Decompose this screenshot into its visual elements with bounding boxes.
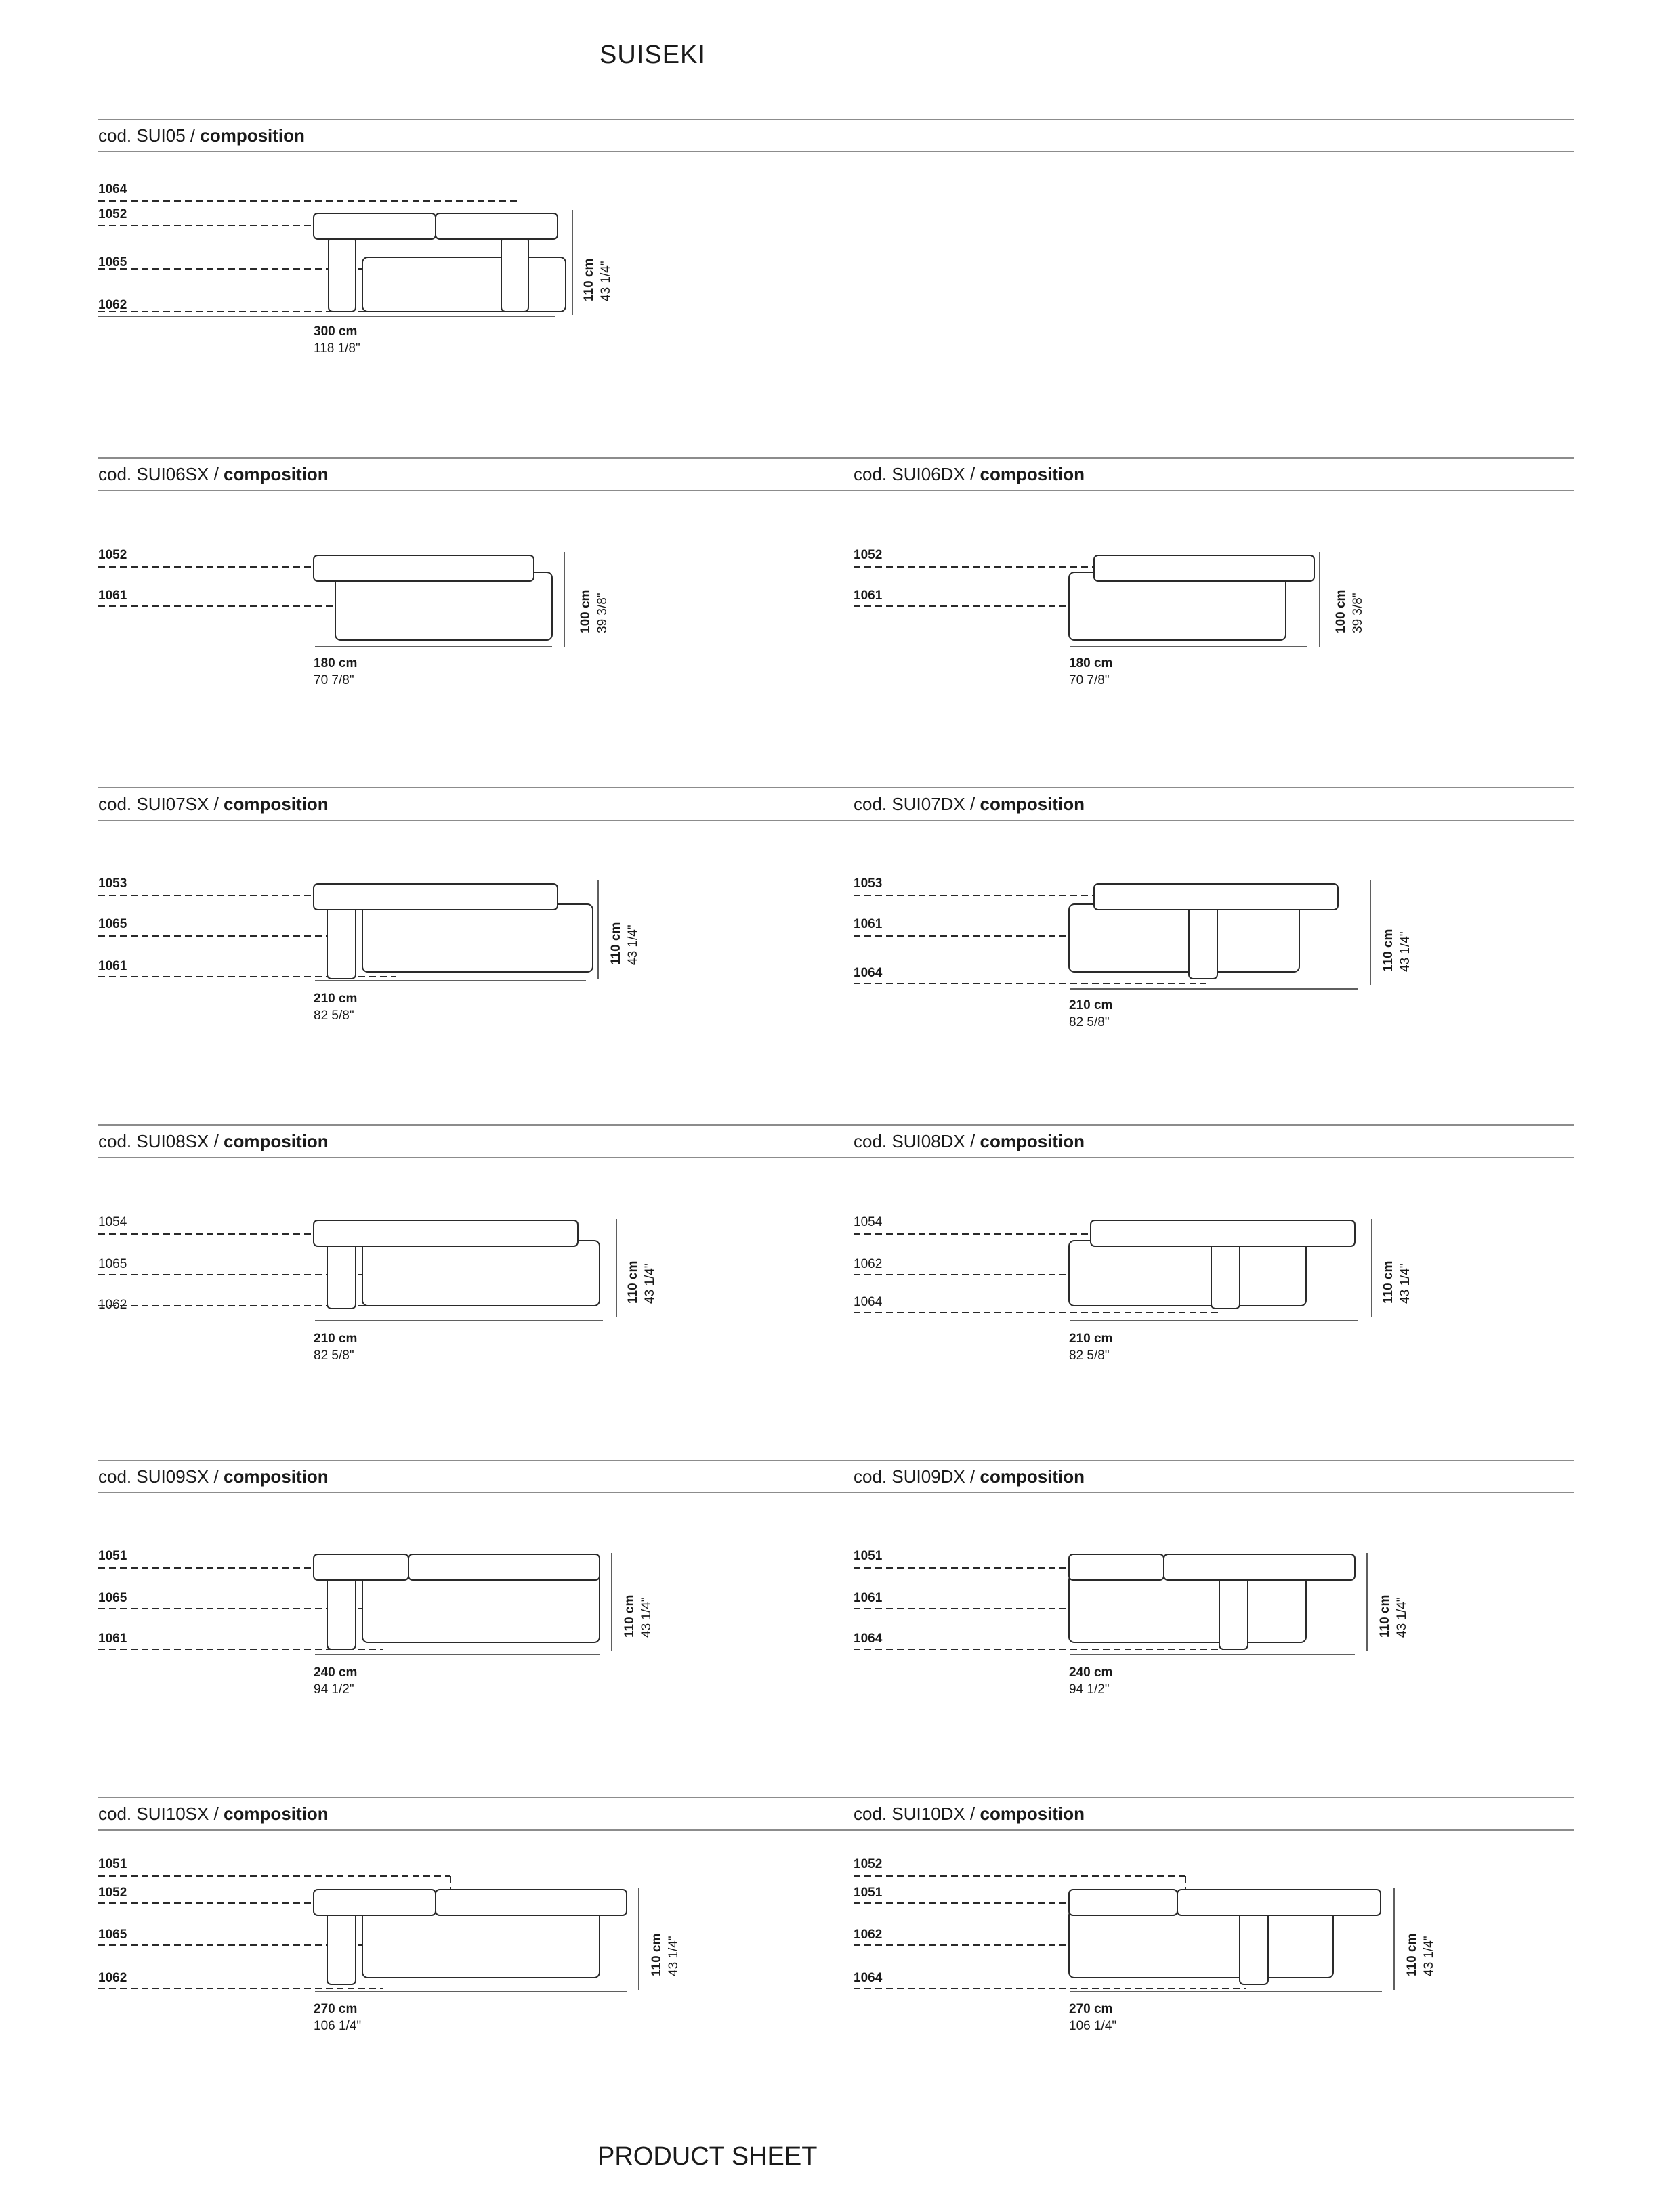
seat-module [362, 1241, 600, 1306]
depth-in: 43 1/4" [1398, 1263, 1412, 1304]
divider [98, 490, 1574, 491]
divider [98, 151, 1574, 152]
width-in: 82 5/8" [1069, 1348, 1110, 1363]
divider [98, 787, 1574, 788]
divider [98, 119, 1574, 120]
section-row-sui09 [98, 1460, 1574, 1497]
width-in: 118 1/8" [314, 341, 360, 356]
section-heading: cod. SUI08SX / composition [98, 1131, 329, 1151]
depth-in: 43 1/4" [626, 924, 640, 965]
section-heading: cod. SUI10DX / composition [854, 1804, 1085, 1824]
back-module [314, 555, 534, 581]
divider [98, 1460, 1574, 1461]
back-module [1069, 1890, 1177, 1915]
width-in: 106 1/4" [1069, 2019, 1117, 2033]
section-heading: cod. SUI08DX / composition [854, 1131, 1085, 1151]
back-module [1091, 1220, 1355, 1246]
module-label: 1051 [854, 1886, 883, 1900]
seat-module [362, 904, 593, 972]
module-label: 1052 [98, 207, 127, 221]
module-label: 1064 [98, 182, 127, 196]
divider [98, 1797, 1574, 1798]
arm-module [327, 904, 356, 979]
back-module [314, 884, 558, 910]
section-row-sui08 [98, 1124, 1574, 1162]
width-cm: 210 cm [1069, 998, 1113, 1013]
back-module [1164, 1554, 1355, 1580]
module-label: 1062 [98, 1298, 127, 1312]
width-cm: 210 cm [314, 1332, 358, 1346]
brand-title: SUISEKI [600, 41, 706, 69]
seat-module [1069, 1910, 1333, 1978]
module-label: 1052 [854, 1857, 883, 1871]
module-label: 1062 [854, 1257, 883, 1271]
back-module [408, 1554, 600, 1580]
diagram-sui10sx [98, 1854, 681, 2044]
arm-module [1189, 904, 1217, 979]
divider [98, 1829, 1574, 1831]
section-heading: cod. SUI09DX / composition [854, 1466, 1085, 1487]
depth-cm: 110 cm [626, 1260, 640, 1304]
width-cm: 210 cm [314, 992, 358, 1006]
depth-in: 39 3/8" [1351, 593, 1365, 633]
seat-module [1069, 1575, 1306, 1642]
module-label: 1065 [98, 1928, 127, 1942]
module-label: 1053 [854, 876, 883, 891]
arm-module [327, 1910, 356, 1984]
section-row-sui06 [98, 457, 1574, 494]
module-label: 1051 [854, 1549, 883, 1563]
depth-cm: 110 cm [623, 1594, 637, 1638]
module-label: 1065 [98, 917, 127, 931]
arm-module [327, 1241, 356, 1309]
section-heading: cod. SUI06SX / composition [98, 464, 329, 484]
module-label: 1061 [98, 959, 127, 973]
back-module [436, 213, 558, 239]
module-label: 1062 [854, 1928, 883, 1942]
width-in: 106 1/4" [314, 2019, 362, 2033]
module-label: 1064 [854, 966, 883, 980]
depth-cm: 110 cm [1381, 929, 1395, 972]
depth-in: 39 3/8" [595, 593, 610, 633]
seat-module [362, 1575, 600, 1642]
back-module [1177, 1890, 1381, 1915]
section-row-sui07 [98, 787, 1574, 824]
module-label: 1064 [854, 1971, 883, 1985]
width-in: 70 7/8" [314, 673, 354, 687]
arm-module [1240, 1910, 1268, 1984]
seat-module [1069, 572, 1286, 640]
section-row-sui10 [98, 1797, 1574, 1834]
depth-cm: 100 cm [579, 589, 593, 633]
depth-in: 43 1/4" [1422, 1936, 1436, 1976]
diagram-sui06dx [854, 545, 1365, 694]
depth-in: 43 1/4" [1398, 931, 1412, 972]
module-label: 1062 [98, 1971, 127, 1985]
module-label: 1052 [98, 1886, 127, 1900]
module-label: 1054 [98, 1215, 127, 1229]
back-module [314, 1890, 436, 1915]
divider [98, 1492, 1574, 1493]
section-heading: cod. SUI06DX / composition [854, 464, 1085, 484]
back-module [1094, 555, 1314, 581]
diagram-sui07dx [854, 874, 1412, 1043]
width-in: 94 1/2" [314, 1682, 354, 1697]
diagram-sui10dx [854, 1854, 1436, 2044]
back-module [314, 1554, 408, 1580]
width-cm: 270 cm [314, 2002, 358, 2016]
module-label: 1054 [854, 1215, 883, 1229]
divider [98, 1124, 1574, 1126]
arm-module [327, 1575, 356, 1649]
module-label: 1051 [98, 1549, 127, 1563]
module-label: 1065 [98, 1257, 127, 1271]
depth-cm: 110 cm [1381, 1260, 1395, 1304]
seat-module [1069, 1241, 1306, 1306]
depth-cm: 110 cm [1378, 1594, 1392, 1638]
module-label: 1061 [854, 1591, 883, 1605]
divider [98, 1157, 1574, 1158]
width-in: 82 5/8" [314, 1008, 354, 1023]
diagram-sui09sx [98, 1546, 654, 1716]
depth-cm: 110 cm [609, 922, 623, 965]
width-in: 82 5/8" [1069, 1015, 1110, 1029]
arm-module [1219, 1575, 1248, 1649]
back-module [436, 1890, 627, 1915]
width-cm: 180 cm [1069, 656, 1113, 671]
section-heading: cod. SUI10SX / composition [98, 1804, 329, 1824]
module-label: 1061 [98, 1632, 127, 1646]
depth-in: 43 1/4" [643, 1263, 657, 1304]
arm-module [501, 237, 528, 312]
depth-cm: 110 cm [582, 258, 596, 301]
diagram-sui06sx [98, 545, 610, 694]
seat-module [335, 572, 552, 640]
width-cm: 300 cm [314, 324, 358, 339]
diagram-sui07sx [98, 874, 640, 1036]
back-module [1069, 1554, 1164, 1580]
footer-label: PRODUCT SHEET [597, 2142, 818, 2171]
module-label: 1061 [854, 589, 883, 603]
width-in: 70 7/8" [1069, 673, 1110, 687]
seat-module [362, 1910, 600, 1978]
back-module [1094, 884, 1338, 910]
depth-in: 43 1/4" [667, 1936, 681, 1976]
diagram-sui08sx [98, 1212, 657, 1375]
depth-cm: 110 cm [1405, 1933, 1419, 1976]
module-label: 1052 [854, 548, 883, 562]
arm-module [329, 237, 356, 312]
width-in: 82 5/8" [314, 1348, 354, 1363]
section-heading: cod. SUI09SX / composition [98, 1466, 329, 1487]
width-in: 94 1/2" [1069, 1682, 1110, 1697]
section-heading: cod. SUI05 / composition [98, 125, 305, 146]
module-label: 1053 [98, 876, 127, 891]
depth-in: 43 1/4" [599, 261, 613, 301]
module-label: 1051 [98, 1857, 127, 1871]
module-label: 1064 [854, 1632, 883, 1646]
section-heading: cod. SUI07DX / composition [854, 794, 1085, 814]
depth-in: 43 1/4" [1395, 1597, 1409, 1638]
seat-module [1069, 904, 1299, 972]
module-label: 1065 [98, 255, 127, 270]
diagram-sui08dx [854, 1212, 1412, 1375]
diagram-sui05 [98, 179, 640, 362]
module-label: 1064 [854, 1295, 883, 1309]
section-heading: cod. SUI07SX / composition [98, 794, 329, 814]
module-label: 1061 [98, 589, 127, 603]
depth-cm: 110 cm [650, 1933, 664, 1976]
divider [98, 457, 1574, 459]
seat-module [362, 257, 566, 312]
back-module [314, 1220, 578, 1246]
arm-module [1211, 1241, 1240, 1309]
section-sui05 [98, 119, 1574, 156]
divider [98, 820, 1574, 821]
back-module [314, 213, 436, 239]
diagram-sui09dx [854, 1546, 1409, 1716]
width-cm: 240 cm [1069, 1665, 1113, 1680]
width-cm: 180 cm [314, 656, 358, 671]
width-cm: 240 cm [314, 1665, 358, 1680]
module-label: 1065 [98, 1591, 127, 1605]
width-cm: 270 cm [1069, 2002, 1113, 2016]
depth-in: 43 1/4" [639, 1597, 654, 1638]
depth-cm: 100 cm [1334, 589, 1348, 633]
module-label: 1061 [854, 917, 883, 931]
module-label: 1062 [98, 298, 127, 312]
module-label: 1052 [98, 548, 127, 562]
width-cm: 210 cm [1069, 1332, 1113, 1346]
